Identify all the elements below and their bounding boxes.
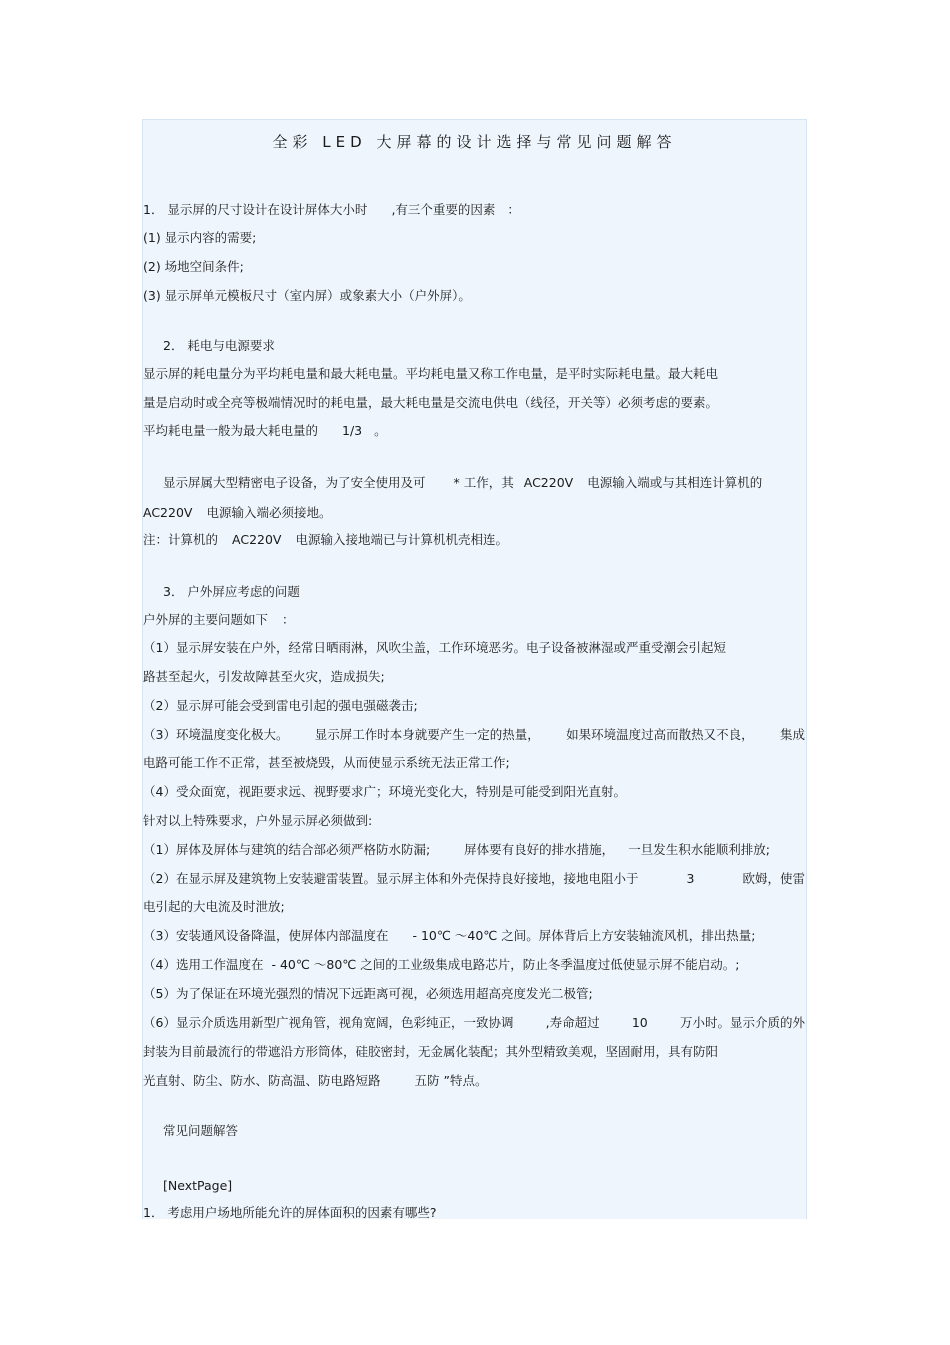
section-3-heading: 3． 户外屏应考虑的问题 [163,584,300,599]
text-run: 欧姆，使雷 [742,871,805,886]
text-run: 集成 [779,727,805,742]
text-run: 户外屏的主要问题如下 [143,612,269,627]
section-3-line: （1）显示屏安装在户外，经常日晒雨淋，风吹尘盖，工作环境恶劣。电子设备被淋湿或严重受潮会引起短 [143,640,726,655]
section-1-heading-text-2: ,有三个重要的因素 [391,202,496,217]
next-page-marker: [NextPage] [163,1178,233,1193]
text-run: 一旦发生积水能顺利排放; [628,842,770,857]
section-3-line: 路甚至起火，引发故障甚至火灾，造成损失; [143,669,385,684]
section-3-line: （5）为了保证在环境光强烈的情况下远距离可视，必须选用超高亮度发光二极管; [143,986,593,1001]
faq-question-1: 1． 考虑用户场地所能允许的屏体面积的因素有哪些? [143,1205,437,1220]
section-3-line: 电引起的大电流及时泄放; [143,899,285,914]
text-run: （3）安装通风设备降温，使屏体内部温度在 [143,928,389,943]
text-run: （1）屏体及屏体与建筑的结合部必须严格防水防漏; [143,842,431,857]
text-run: AC220V [523,475,574,490]
section-3-line: （4）受众面宽，视距要求远、视野要求广；环境光变化大，特别是可能受到阳光直射。 [143,784,626,799]
section-2-paragraph-line: 量是启动时或全亮等极端情况时的耗电量，最大耗电量是交流电供电（线径，开关等）必须考虑的要素。 [143,395,719,410]
text-run: 3 [686,871,695,886]
text-run: 屏体要有良好的排水措施， [464,842,615,857]
text-run: 注：计算机的 [143,532,219,547]
text-run: 电源输入端或与其相连计算机的 [587,475,763,490]
text-run: 1/3 [342,423,363,438]
section-3-intro [143,612,295,628]
section-3-line: 封装为目前最流行的带遮沿方形筒体，硅胶密封，无金属化装配；其外型精致美观，坚固耐用，具有防阳 [143,1044,719,1059]
section-2-paragraph-line [143,423,387,439]
section-1-item-2: (2) 场地空间条件; [143,259,244,274]
text-run: ： [282,612,295,627]
text-run: 显示屏属大型精密电子设备，为了安全使用及可 [163,475,426,490]
text-run: （3）环境温度变化极大。 [143,727,289,742]
section-3-line [143,1015,805,1031]
section-1-item-3: (3) 显示屏单元模板尺寸（室内屏）或象素大小（户外屏）。 [143,288,471,303]
section-1-heading [143,202,520,218]
text-run: 电源输入接地端已与计算机机壳相连。 [295,532,509,547]
text-run: AC220V [143,505,193,520]
section-2-paragraph-line: 显示屏的耗电量分为平均耗电量和最大耗电量。平均耗电量又称工作电量，是平时实际耗电量。最大耗电 [143,366,719,381]
text-run: （2）在显示屏及建筑物上安装避雷装置。显示屏主体和外壳保持良好接地，接地电阻小于 [143,871,639,886]
text-run: 如果环境温度过高而散热又不良， [566,727,754,742]
section-1-item-1: (1) 显示内容的需要; [143,230,257,245]
text-run: 光直射、防尘、防水、防高温、防电路短路 [143,1073,381,1088]
text-run: 万小时。显示介质的外 [679,1015,805,1030]
section-2-paragraph-line [163,475,762,491]
text-run: （6）显示介质选用新型广视角管，视角宽阔，色彩纯正，一致协调 [143,1015,514,1030]
section-2-note [143,532,508,548]
section-3-line [143,871,805,887]
faq-heading: 常见问题解答 [163,1123,239,1138]
section-2-paragraph-line [143,505,332,521]
section-3-line: 针对以上特殊要求，户外显示屏必须做到: [143,813,373,828]
section-3-line [143,1073,487,1089]
section-3-line [143,928,756,944]
text-run: 显示屏工作时本身就要产生一定的热量， [314,727,540,742]
section-2-heading: 2． 耗电与电源要求 [163,338,275,353]
text-run: 五防 ”特点。 [414,1073,488,1088]
text-run: ,寿命超过 [545,1015,600,1030]
text-run: * 工作，其 [453,475,514,490]
text-run: 电源输入端必须接地。 [206,505,332,520]
section-1-heading-text: 1． 显示屏的尺寸设计在设计屏体大小时 [143,202,368,217]
text-run: - 40℃ ～80℃ 之间的工业级集成电路芯片，防止冬季温度过低使显示屏不能启动。; [271,957,740,972]
section-3-line: （2）显示屏可能会受到雷电引起的强电强磁袭击; [143,698,418,713]
text-run: 。 [374,423,387,438]
section-3-line [143,727,805,743]
text-run: AC220V [232,532,282,547]
text-run: 平均耗电量一般为最大耗电量的 [143,423,319,438]
section-1-heading-colon: ： [507,202,520,217]
section-3-line [143,842,770,858]
document-title: 全彩 LED 大屏幕的设计选择与常见问题解答 [272,133,677,151]
text-run: - 10℃ ～40℃ 之间。屏体背后上方安装轴流风机，排出热量; [412,928,756,943]
text-run: （4）选用工作温度在 [143,957,264,972]
text-run: 10 [631,1015,648,1030]
section-3-line [143,957,740,973]
section-3-line: 电路可能工作不正常，甚至被烧毁，从而使显示系统无法正常工作; [143,755,510,770]
